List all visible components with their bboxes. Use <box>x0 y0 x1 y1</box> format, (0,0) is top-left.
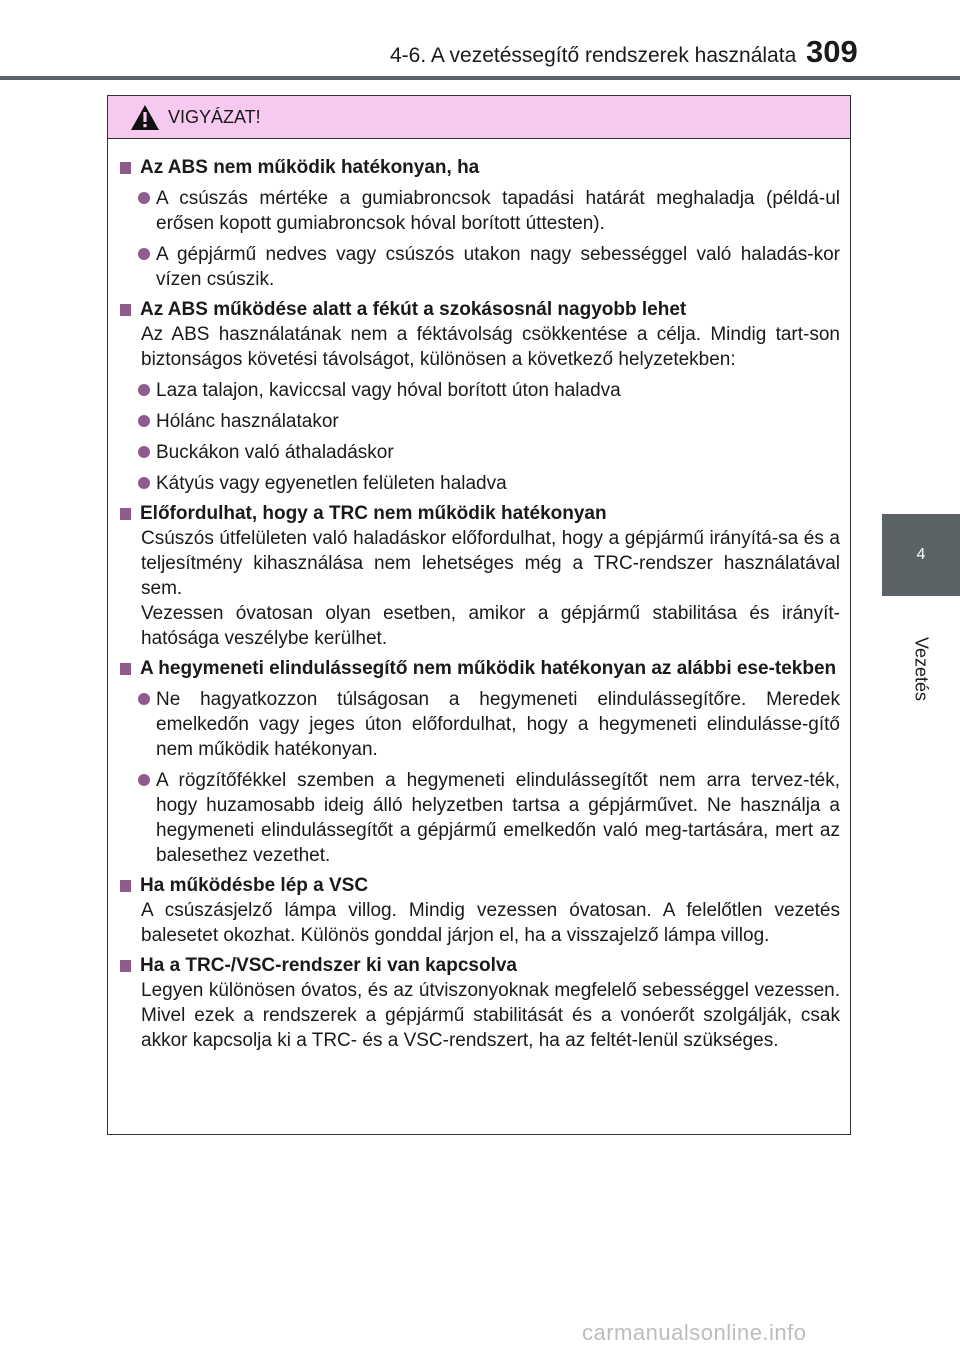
page-number: 309 <box>806 34 858 69</box>
section-paragraph: A csúszásjelző lámpa villog. Mindig vezessen óvatosan. A felelőtlen vezetés balesetet okozhat. Különös gonddal járjon el, ha a visszajelző lámpa villog. <box>141 900 840 946</box>
list-item-text: Ne hagyatkozzon túlságosan a hegymeneti elindulássegítőre. Meredek emelkedőn vagy jeges úton előfordulhat, hogy a hegymeneti elindulásse-gítő nem működik hatékonyan. <box>156 689 840 760</box>
round-bullet-icon <box>138 693 150 705</box>
page-header-title: 4-6. A vezetéssegítő rendszerek használata <box>390 44 797 67</box>
round-bullet-icon <box>138 446 150 458</box>
warning-triangle-icon <box>130 104 160 131</box>
list-item-text: A csúszás mértéke a gumiabroncsok tapadási határát meghaladja (példá-ul erősen kopott gumiabroncsok hóval borított úttesten). <box>156 188 840 234</box>
list-item <box>138 687 840 762</box>
watermark: carmanualsonline.info <box>582 1320 807 1345</box>
section-abs-ineffective <box>120 155 840 292</box>
section-heading <box>120 155 840 180</box>
caution-header <box>108 96 850 139</box>
list-item <box>138 471 840 496</box>
round-bullet-icon <box>138 384 150 396</box>
chapter-tab[interactable]: 4 <box>882 514 960 596</box>
caution-content <box>108 139 850 1053</box>
section-paragraph: Vezessen óvatosan olyan esetben, amikor a gépjármű stabilitása és irányít-hatósága veszélybe kerülhet. <box>141 603 840 649</box>
section-paragraph: Az ABS használatának nem a féktávolság csökkentése a célja. Mindig tart-son biztonságos követési távolságot, különösen a következő helyzetekben: <box>141 324 840 370</box>
section-heading-text: Az ABS működése alatt a fékút a szokásosnál nagyobb lehet <box>140 299 687 320</box>
section-abs-braking-distance <box>120 297 840 496</box>
list-item <box>138 768 840 868</box>
round-bullet-icon <box>138 192 150 204</box>
section-heading-text: Előfordulhat, hogy a TRC nem működik hatékonyan <box>140 503 607 524</box>
section-heading <box>120 297 840 322</box>
list-item-text: Laza talajon, kaviccsal vagy hóval borított úton haladva <box>156 380 621 401</box>
list-item <box>138 378 840 403</box>
section-paragraph: Csúszós útfelületen való haladáskor előfordulhat, hogy a gépjármű irányítá-sa és a teljesítmény kihasználása nem lehetséges még a TRC-rendszer használatával sem. <box>141 528 840 599</box>
section-heading <box>120 656 840 681</box>
chapter-label: Vezetés <box>911 637 932 702</box>
list-item <box>138 409 840 434</box>
round-bullet-icon <box>138 477 150 489</box>
section-hill-start-assist <box>120 656 840 868</box>
list-item-text: Buckákon való áthaladáskor <box>156 442 394 463</box>
section-heading-text: Ha működésbe lép a VSC <box>140 875 369 896</box>
list-item <box>138 440 840 465</box>
section-heading <box>120 873 840 898</box>
section-paragraph: Legyen különösen óvatos, és az útviszonyoknak megfelelő sebességgel vezessen. Mivel ezek a rendszerek a gépjármű stabilitását és a vonóerőt szolgálják, csak akkor kapcsolja ki a TRC- és a VSC-rendszert, ha az feltét-lenül szükséges. <box>141 980 840 1051</box>
caution-box <box>107 95 851 1135</box>
caution-title: VIGYÁZAT! <box>168 106 261 127</box>
list-item-text: Kátyús vagy egyenetlen felületen haladva <box>156 473 507 494</box>
section-heading-text: A hegymeneti elindulássegítő nem működik hatékonyan az alábbi ese-tekben <box>140 658 837 679</box>
round-bullet-icon <box>138 415 150 427</box>
list-item <box>138 186 840 236</box>
section-trc-vsc-off <box>120 953 840 1053</box>
square-bullet-icon <box>120 304 131 316</box>
square-bullet-icon <box>120 508 131 520</box>
section-heading-text: Ha a TRC-/VSC-rendszer ki van kapcsolva <box>140 955 517 976</box>
list-item-text: Hólánc használatakor <box>156 411 339 432</box>
section-heading <box>120 953 840 978</box>
section-heading <box>120 501 840 526</box>
square-bullet-icon <box>120 960 131 972</box>
square-bullet-icon <box>120 162 131 174</box>
header-rule <box>0 76 960 80</box>
round-bullet-icon <box>138 774 150 786</box>
square-bullet-icon <box>120 880 131 892</box>
square-bullet-icon <box>120 663 131 675</box>
list-item-text: A rögzítőfékkel szemben a hegymeneti elindulássegítőt nem arra tervez-ték, hogy huzamosabb ideig álló helyzetben tartsa a gépjárművet. Ne használja a hegymeneti elindulássegítőt a gépjármű emelkedőn való meg-tartására, mert az balesethez vezethet. <box>156 770 840 866</box>
list-item <box>138 242 840 292</box>
section-vsc-active <box>120 873 840 948</box>
section-heading-text: Az ABS nem működik hatékonyan, ha <box>140 157 480 178</box>
list-item-text: A gépjármű nedves vagy csúszós utakon nagy sebességgel való haladás-kor vízen csúszik. <box>156 244 840 290</box>
round-bullet-icon <box>138 248 150 260</box>
section-trc <box>120 501 840 651</box>
